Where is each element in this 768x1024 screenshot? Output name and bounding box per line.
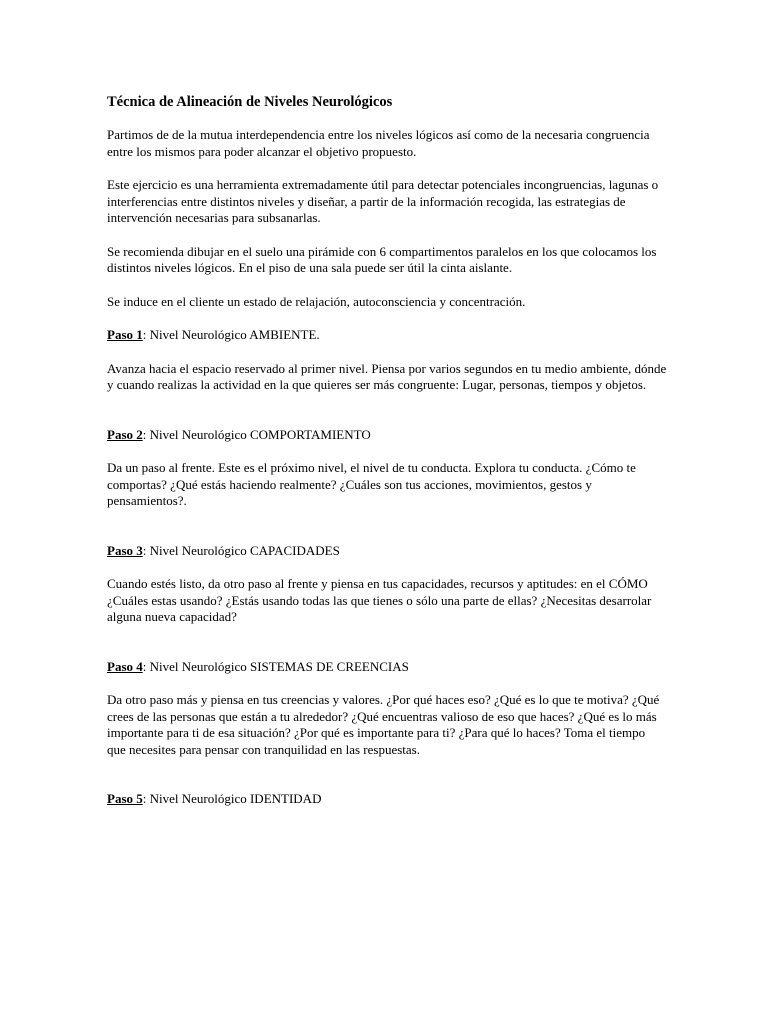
step-4-label: Paso 4 (107, 658, 143, 674)
step-5-title: : Nivel Neurológico IDENTIDAD (142, 791, 322, 806)
step-1-heading (107, 327, 667, 344)
step-2-title: : Nivel Neurológico COMPORTAMIENTO (142, 426, 371, 442)
intro-paragraph-4: Se induce en el cliente un estado de relajación, autoconsciencia y concentración. (107, 293, 526, 309)
step-3-title: : Nivel Neurológico CAPACIDADES (142, 542, 340, 558)
step-1-body: Avanza hacia el espacio reservado al primer nivel. Piensa por varios segundos en tu medio ambiente, dónde y cuando realizas la actividad en la que quieres ser más congruente: Lugar, personas, tiempos y objetos. (107, 360, 667, 392)
step-5-heading (107, 791, 667, 808)
step-2-label: Paso 2 (107, 426, 143, 442)
step-1-title: : Nivel Neurológico AMBIENTE. (142, 327, 320, 342)
step-2-body: Da un paso al frente. Este es el próximo nivel, el nivel de tu conducta. Explora tu conducta. ¿Cómo te comportas? ¿Qué estás haciendo realmente? ¿Cuáles son tus acciones, movimientos, gestos y pensamientos?. (107, 460, 636, 508)
step-1-label: Paso 1 (107, 327, 143, 342)
step-5-label: Paso 5 (107, 791, 143, 806)
step-3-label: Paso 3 (107, 542, 143, 558)
step-4-title: : Nivel Neurológico SISTEMAS DE CREENCIAS (142, 658, 409, 674)
intro-paragraph-3: Se recomienda dibujar en el suelo una pirámide con 6 compartimentos paralelos en los que colocamos los distintos niveles lógicos. En el piso de una sala puede ser útil la cinta aislante. (107, 243, 657, 275)
intro-paragraph-2: Este ejercicio es una herramienta extremadamente útil para detectar potenciales incongruencias, lagunas o interferencias entre distintos niveles y diseñar, a partir de la información recogida, las estrategias de intervención necesarias para subsanarlas. (107, 177, 659, 225)
document-content (107, 93, 667, 808)
step-4-body: Da otro paso más y piensa en tus creencias y valores. ¿Por qué haces eso? ¿Qué es lo que te motiva? ¿Qué crees de las personas que están a tu alrededor? ¿Qué encuentras valioso de eso que haces? ¿Qué es lo más importante para ti de esa situación? ¿Por qué es importante para ti? ¿Para qué lo haces? Toma el tiempo que necesites para pensar con tranquilidad en las respuestas. (107, 692, 660, 757)
step-4-heading (107, 659, 667, 676)
step-3-heading (107, 543, 667, 560)
step-2-heading (107, 427, 667, 444)
step-3-body: Cuando estés listo, da otro paso al frente y piensa en tus capacidades, recursos y aptitudes: en el CÓMO ¿Cuáles estas usando? ¿Estás usando todas las que tienes o sólo una parte de ellas? ¿Necesitas desarrolar alguna nueva capacidad? (107, 576, 652, 624)
document-title: Técnica de Alineación de Niveles Neurológicos (107, 94, 393, 110)
intro-paragraph-1: Partimos de de la mutua interdependencia entre los niveles lógicos así como de la necesaria congruencia entre los mismos para poder alcanzar el objetivo propuesto. (107, 127, 650, 159)
